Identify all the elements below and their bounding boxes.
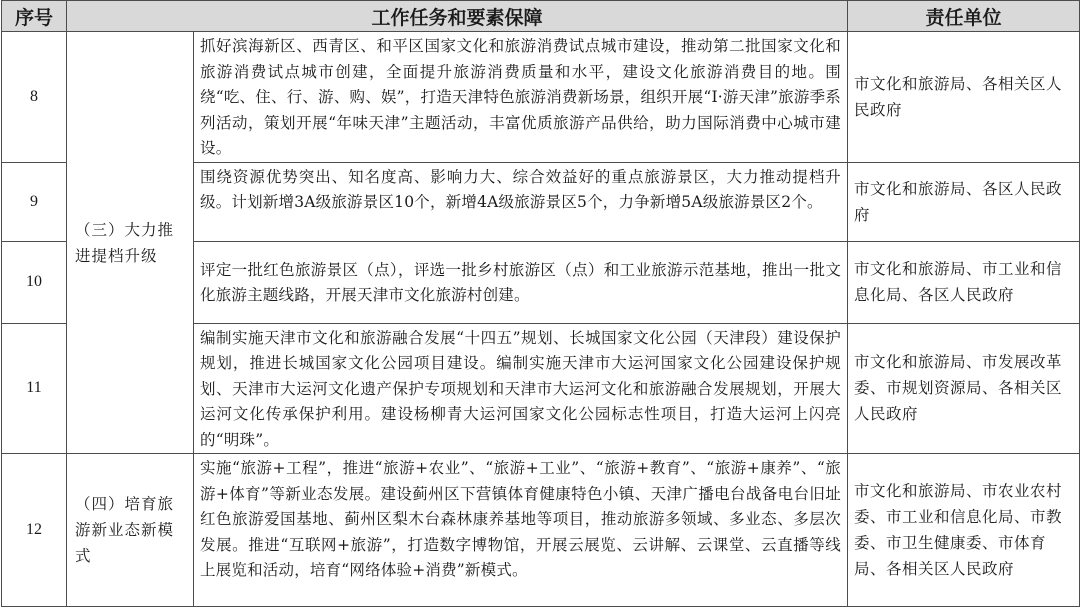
task-text: 实施“旅游+工程”，推进“旅游+农业”、“旅游+工业”、“旅游+教育”、“旅游+康养”、“旅游+体育”等新业态发展。建设蓟州区下营镇体育健康特色小镇、天津广播电台战备电台旧址红色旅游爱国基地、蓟州区梨木台森林康养基地等项目，推动旅游多领域、多业态、多层次发展。推进“互联网+旅游”，打造数字博物馆，开展云展览、云讲解、云课堂、云直播等线上展览和活动，培育“网络体验+消费”新模式。	[194, 454, 848, 607]
task-text: 编制实施天津市文化和旅游融合发展“十四五”规划、长城国家文化公园（天津段）建设保护规划，推进长城国家文化公园项目建设。编制实施天津市大运河国家文化公园建设保护规划、天津市大运河文化遗产保护专项规划和天津市大运河文化和旅游融合发展规划，开展大运河文化传承保护利用。建设杨柳青大运河国家文化公园标志性项目，打造大运河上闪亮的“明珠”。	[194, 323, 848, 454]
task-text: 评定一批红色旅游景区（点），评选一批乡村旅游区（点）和工业旅游示范基地，推出一批文化旅游主题线路，开展天津市文化旅游村创建。	[194, 241, 848, 323]
row-number: 9	[2, 162, 67, 241]
row-number: 11	[2, 323, 67, 454]
row-number: 8	[2, 32, 67, 163]
unit-text: 市文化和旅游局、市农业农村委、市工业和信息化局、市教委、市卫生健康委、市体育局、各相关区人民政府	[848, 454, 1080, 607]
header-task: 工作任务和要素保障	[67, 1, 848, 32]
task-text: 围绕资源优势突出、知名度高、影响力大、综合效益好的重点旅游景区，大力推动提档升级。计划新增3A级旅游景区10个，新增4A级旅游景区5个，力争新增5A级旅游景区2个。	[194, 162, 848, 241]
header-unit: 责任单位	[848, 1, 1080, 32]
unit-text: 市文化和旅游局、各区人民政府	[848, 162, 1080, 241]
table-row	[2, 454, 1080, 607]
row-number: 12	[2, 454, 67, 607]
category-cell: （四）培育旅游新业态新模式	[67, 454, 194, 607]
header-number: 序号	[2, 1, 67, 32]
task-table	[1, 0, 1080, 607]
unit-text: 市文化和旅游局、各相关区人民政府	[848, 32, 1080, 163]
unit-text: 市文化和旅游局、市工业和信息化局、各区人民政府	[848, 241, 1080, 323]
task-text: 抓好滨海新区、西青区、和平区国家文化和旅游消费试点城市建设，推动第二批国家文化和旅游消费试点城市创建，全面提升旅游消费质量和水平，建设文化旅游消费目的地。围绕“吃、住、行、游、购、娱”，打造天津特色旅游消费新场景，组织开展“I·游天津”旅游季系列活动，策划开展“年味天津”主题活动，丰富优质旅游产品供给，助力国际消费中心城市建设。	[194, 32, 848, 163]
category-cell: （三）大力推进提档升级	[67, 32, 194, 454]
unit-text: 市文化和旅游局、市发展改革委、市规划资源局、各相关区人民政府	[848, 323, 1080, 454]
table-row	[2, 32, 1080, 163]
header-row	[2, 1, 1080, 32]
row-number: 10	[2, 241, 67, 323]
